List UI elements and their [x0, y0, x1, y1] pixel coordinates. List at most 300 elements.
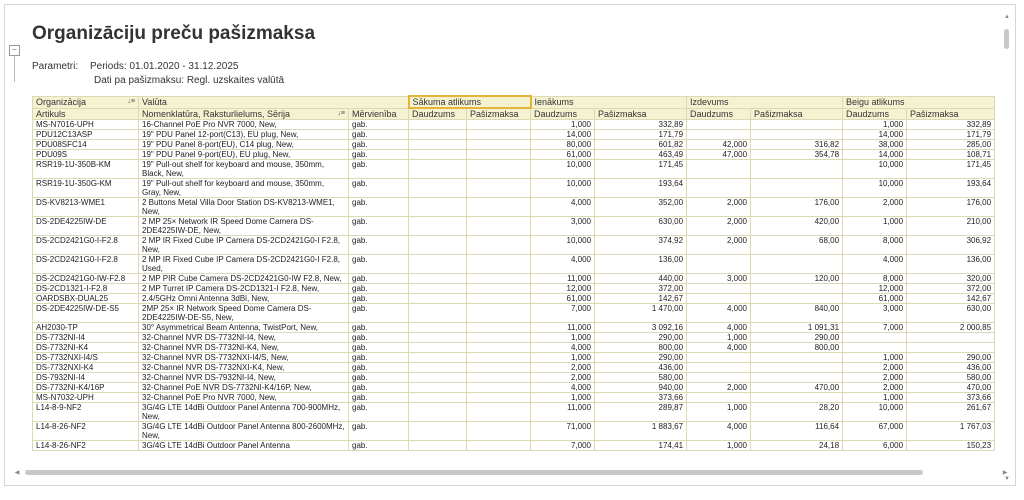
cell-receipts-cost: 193,64: [595, 179, 687, 198]
cell-receipts-cost: 1 470,00: [595, 304, 687, 323]
table-row[interactable]: [33, 363, 995, 373]
cell-closing-quantity: 14,000: [843, 130, 907, 140]
cell-expense-quantity: 3,000: [687, 274, 751, 284]
cell-opening-cost: [467, 120, 531, 130]
cell-nomenclature: 3G/4G LTE 14dBi Outdoor Panel Antenna 800-2600MHz, New,: [139, 422, 349, 441]
cell-closing-cost: 320,00: [907, 274, 995, 284]
cell-article: DS-2CD2421G0-I-F2.8: [33, 255, 139, 274]
cell-closing-quantity: 67,000: [843, 422, 907, 441]
cell-nomenclature: 30° Asymmetrical Beam Antenna, TwistPort, New,: [139, 323, 349, 333]
cell-closing-quantity: 1,000: [843, 393, 907, 403]
cell-opening-cost: [467, 323, 531, 333]
cell-receipts-quantity: 1,000: [531, 333, 595, 343]
cell-article: MS-N7032-UPH: [33, 393, 139, 403]
cell-unit: gab.: [349, 179, 409, 198]
cell-expense-quantity: 2,000: [687, 383, 751, 393]
cell-expense-cost: 470,00: [751, 383, 843, 393]
cell-expense-quantity: [687, 179, 751, 198]
cell-receipts-cost: 142,67: [595, 294, 687, 304]
table-row[interactable]: [33, 284, 995, 294]
cell-opening-cost: [467, 160, 531, 179]
cell-nomenclature: 19" PDU Panel 12-port(C13), EU plug, New,: [139, 130, 349, 140]
cell-opening-quantity: [409, 179, 467, 198]
header-opening-quantity[interactable]: Daudzums: [409, 108, 467, 120]
cell-closing-quantity: 2,000: [843, 363, 907, 373]
cell-article: DS-7732NI-K4: [33, 343, 139, 353]
cell-receipts-quantity: 10,000: [531, 236, 595, 255]
scroll-left-icon[interactable]: ◀: [14, 470, 20, 476]
report-table: [32, 95, 995, 451]
cell-unit: gab.: [349, 217, 409, 236]
cell-receipts-quantity: 61,000: [531, 150, 595, 160]
table-row[interactable]: [33, 236, 995, 255]
cell-nomenclature: 2 Buttons Metal Villa Door Station DS-KV8213-WME1, New,: [139, 198, 349, 217]
cell-expense-cost: [751, 373, 843, 383]
cell-article: PDU12C13ASP: [33, 130, 139, 140]
cell-opening-cost: [467, 422, 531, 441]
cell-nomenclature: 2 MP PIR Cube Camera DS-2CD2421G0-IW F2.8, New,: [139, 274, 349, 284]
cell-expense-cost: 840,00: [751, 304, 843, 323]
header-row-2: [33, 108, 995, 120]
cell-receipts-quantity: 61,000: [531, 294, 595, 304]
cell-article: RSR19-1U-350B-KM: [33, 160, 139, 179]
cell-opening-quantity: [409, 403, 467, 422]
cell-article: MS-N7016-UPH: [33, 120, 139, 130]
table-row[interactable]: [33, 255, 995, 274]
cell-opening-cost: [467, 343, 531, 353]
horizontal-scroll-thumb[interactable]: [25, 470, 923, 475]
cell-expense-cost: 24,18: [751, 441, 843, 451]
cell-closing-quantity: 10,000: [843, 403, 907, 422]
cell-unit: gab.: [349, 284, 409, 294]
cell-unit: gab.: [349, 140, 409, 150]
cell-opening-cost: [467, 373, 531, 383]
cell-expense-quantity: 2,000: [687, 198, 751, 217]
table-row[interactable]: [33, 160, 995, 179]
cell-article: DS-KV8213-WME1: [33, 198, 139, 217]
cell-expense-quantity: 47,000: [687, 150, 751, 160]
cell-closing-cost: 261,67: [907, 403, 995, 422]
cell-closing-quantity: 3,000: [843, 304, 907, 323]
cell-nomenclature: 19" PDU Panel 9-port(EU), EU plug, New,: [139, 150, 349, 160]
cell-unit: gab.: [349, 343, 409, 353]
cell-closing-quantity: [843, 343, 907, 353]
cell-unit: gab.: [349, 333, 409, 343]
cell-receipts-cost: 290,00: [595, 353, 687, 363]
cell-receipts-quantity: 80,000: [531, 140, 595, 150]
cell-receipts-cost: 171,45: [595, 160, 687, 179]
cost-data-text: Dati pa pašizmaksu: Regl. uzskaites valūtā: [94, 75, 285, 86]
table-row[interactable]: [33, 198, 995, 217]
header-expense-cost[interactable]: Pašizmaksa: [751, 108, 843, 120]
cell-opening-quantity: [409, 255, 467, 274]
table-row[interactable]: [33, 353, 995, 363]
report-parameters: [32, 60, 284, 88]
header-organization[interactable]: Organizācija ↓≡: [33, 96, 139, 108]
cell-closing-cost: 630,00: [907, 304, 995, 323]
cell-unit: gab.: [349, 373, 409, 383]
cell-closing-quantity: 14,000: [843, 150, 907, 160]
cell-receipts-quantity: 4,000: [531, 198, 595, 217]
cell-opening-cost: [467, 236, 531, 255]
cell-nomenclature: 32-Channel PoE Pro NVR 7000, New,: [139, 393, 349, 403]
cell-opening-quantity: [409, 198, 467, 217]
header-unit[interactable]: Mērvienība: [349, 108, 409, 120]
cell-closing-quantity: 2,000: [843, 383, 907, 393]
cell-closing-cost: 136,00: [907, 255, 995, 274]
header-closing-cost[interactable]: Pašizmaksa: [907, 108, 995, 120]
collapse-toggle[interactable]: −: [9, 45, 20, 56]
cell-receipts-quantity: 10,000: [531, 179, 595, 198]
cell-article: DS-7732NXI-K4: [33, 363, 139, 373]
cell-receipts-quantity: 3,000: [531, 217, 595, 236]
cell-nomenclature: 2 MP IR Fixed Cube IP Camera DS-2CD2421G0-I F2.8, Used,: [139, 255, 349, 274]
cell-closing-cost: 193,64: [907, 179, 995, 198]
cell-expense-quantity: [687, 120, 751, 130]
cell-article: DS-2DE4225IW-DE: [33, 217, 139, 236]
cell-opening-quantity: [409, 333, 467, 343]
cell-receipts-cost: 290,00: [595, 333, 687, 343]
cell-unit: gab.: [349, 160, 409, 179]
cell-unit: gab.: [349, 441, 409, 451]
cell-opening-cost: [467, 140, 531, 150]
table-row[interactable]: [33, 150, 995, 160]
cell-unit: gab.: [349, 403, 409, 422]
cell-closing-quantity: 2,000: [843, 198, 907, 217]
report-body: [33, 120, 995, 451]
period-text: Periods: 01.01.2020 - 31.12.2025: [90, 61, 239, 72]
cell-closing-cost: 142,67: [907, 294, 995, 304]
cell-closing-cost: 332,89: [907, 120, 995, 130]
cell-receipts-cost: 1 883,67: [595, 422, 687, 441]
header-receipts[interactable]: Ienākums: [531, 96, 687, 108]
cell-opening-cost: [467, 353, 531, 363]
cell-unit: gab.: [349, 198, 409, 217]
cell-opening-cost: [467, 333, 531, 343]
cell-opening-quantity: [409, 393, 467, 403]
cell-unit: gab.: [349, 422, 409, 441]
cell-opening-quantity: [409, 383, 467, 393]
header-opening-cost[interactable]: Pašizmaksa: [467, 108, 531, 120]
header-closing-balance[interactable]: Beigu atlikums: [843, 96, 995, 108]
cell-receipts-quantity: 11,000: [531, 323, 595, 333]
cell-closing-cost: 171,45: [907, 160, 995, 179]
cell-receipts-cost: 440,00: [595, 274, 687, 284]
cell-article: PDU08SFC14: [33, 140, 139, 150]
cell-unit: gab.: [349, 274, 409, 284]
cell-receipts-quantity: 11,000: [531, 403, 595, 422]
cell-opening-cost: [467, 198, 531, 217]
cell-closing-quantity: 1,000: [843, 353, 907, 363]
cell-closing-cost: 210,00: [907, 217, 995, 236]
cell-closing-quantity: 38,000: [843, 140, 907, 150]
cell-closing-cost: 285,00: [907, 140, 995, 150]
sort-icon: ↓≡: [127, 98, 135, 105]
cell-receipts-cost: 332,89: [595, 120, 687, 130]
cell-opening-cost: [467, 403, 531, 422]
cell-nomenclature: 2 MP IR Fixed Cube IP Camera DS-2CD2421G0-I F2.8, New,: [139, 236, 349, 255]
cell-expense-cost: 354,78: [751, 150, 843, 160]
cell-receipts-cost: 136,00: [595, 255, 687, 274]
header-opening-balance[interactable]: Sākuma atlikums: [409, 96, 531, 108]
cell-closing-quantity: 61,000: [843, 294, 907, 304]
cell-expense-quantity: [687, 294, 751, 304]
cell-opening-cost: [467, 179, 531, 198]
cell-article: DS-2DE4225IW-DE-S5: [33, 304, 139, 323]
cell-nomenclature: 19" Pull-out shelf for keyboard and mouse, 350mm, Black, New,: [139, 160, 349, 179]
cell-article: DS-7932NI-I4: [33, 373, 139, 383]
cell-closing-cost: 373,66: [907, 393, 995, 403]
vertical-scrollbar[interactable]: [1003, 13, 1011, 483]
cell-article: DS-7732NI-I4: [33, 333, 139, 343]
header-expense[interactable]: Izdevums: [687, 96, 843, 108]
cell-unit: gab.: [349, 383, 409, 393]
cell-expense-cost: 800,00: [751, 343, 843, 353]
cell-opening-quantity: [409, 373, 467, 383]
cell-closing-cost: 290,00: [907, 353, 995, 363]
cell-closing-cost: 150,23: [907, 441, 995, 451]
sort-icon: ↓≡: [337, 109, 345, 117]
table-row[interactable]: [33, 120, 995, 130]
cell-expense-quantity: [687, 353, 751, 363]
header-nomenclature[interactable]: Nomenklatūra, Raksturlielums, Sērija ↓≡: [139, 108, 349, 120]
cell-nomenclature: 32-Channel NVR DS-7732NI-K4, New,: [139, 343, 349, 353]
cell-closing-quantity: 12,000: [843, 284, 907, 294]
cell-closing-cost: 108,71: [907, 150, 995, 160]
cell-closing-quantity: 4,000: [843, 255, 907, 274]
cell-receipts-quantity: 7,000: [531, 304, 595, 323]
cell-article: L14-8-26-NF2: [33, 441, 139, 451]
cell-closing-quantity: 10,000: [843, 160, 907, 179]
cell-closing-cost: [907, 333, 995, 343]
cell-expense-cost: 68,00: [751, 236, 843, 255]
cell-expense-cost: 316,82: [751, 140, 843, 150]
cell-expense-quantity: 2,000: [687, 217, 751, 236]
cell-opening-quantity: [409, 441, 467, 451]
cell-opening-cost: [467, 441, 531, 451]
cell-expense-quantity: [687, 393, 751, 403]
scroll-down-icon[interactable]: ▼: [1004, 476, 1010, 482]
cell-receipts-cost: 940,00: [595, 383, 687, 393]
cell-expense-quantity: 4,000: [687, 304, 751, 323]
cell-closing-quantity: [843, 333, 907, 343]
cell-opening-quantity: [409, 120, 467, 130]
cell-nomenclature: 2 MP Turret IP Camera DS-2CD1321-I F2.8, New,: [139, 284, 349, 294]
cell-opening-cost: [467, 274, 531, 284]
cell-receipts-cost: 580,00: [595, 373, 687, 383]
cell-opening-quantity: [409, 353, 467, 363]
cell-receipts-cost: 601,82: [595, 140, 687, 150]
cell-opening-cost: [467, 284, 531, 294]
cell-closing-cost: 2 000,85: [907, 323, 995, 333]
cell-receipts-quantity: 1,000: [531, 120, 595, 130]
table-row[interactable]: [33, 323, 995, 333]
table-row[interactable]: [33, 441, 995, 451]
cell-article: DS-2CD2421G0-IW-F2.8: [33, 274, 139, 284]
cell-expense-cost: [751, 160, 843, 179]
cell-closing-quantity: 2,000: [843, 373, 907, 383]
cell-expense-quantity: [687, 363, 751, 373]
cell-expense-quantity: 1,000: [687, 403, 751, 422]
cell-nomenclature: 2.4/5GHz Omni Antenna 3dBi, New,: [139, 294, 349, 304]
cell-expense-cost: [751, 130, 843, 140]
cell-expense-quantity: 2,000: [687, 236, 751, 255]
cell-expense-quantity: [687, 130, 751, 140]
cell-nomenclature: 3G/4G LTE 14dBi Outdoor Panel Antenna: [139, 441, 349, 451]
table-row[interactable]: [33, 140, 995, 150]
cell-receipts-cost: 630,00: [595, 217, 687, 236]
table-row[interactable]: [33, 403, 995, 422]
horizontal-scrollbar[interactable]: [13, 469, 1009, 477]
cell-expense-cost: [751, 294, 843, 304]
cell-article: AH2030-TP: [33, 323, 139, 333]
cell-expense-cost: [751, 284, 843, 294]
header-closing-quantity[interactable]: Daudzums: [843, 108, 907, 120]
cell-opening-cost: [467, 383, 531, 393]
scroll-up-icon[interactable]: ▲: [1004, 14, 1010, 20]
cell-expense-quantity: 1,000: [687, 441, 751, 451]
cell-unit: gab.: [349, 120, 409, 130]
cell-receipts-quantity: 10,000: [531, 160, 595, 179]
table-row[interactable]: [33, 304, 995, 323]
cell-closing-cost: [907, 343, 995, 353]
cell-nomenclature: 32-Channel NVR DS-7732NI-I4, New,: [139, 333, 349, 343]
cell-nomenclature: 19" Pull-out shelf for keyboard and mouse, 350mm, Gray, New,: [139, 179, 349, 198]
cell-article: L14-8-26-NF2: [33, 422, 139, 441]
cell-receipts-cost: 171,79: [595, 130, 687, 140]
table-row[interactable]: [33, 393, 995, 403]
report-frame: [4, 4, 1016, 486]
collapse-line: [14, 56, 15, 82]
cell-expense-quantity: [687, 284, 751, 294]
vertical-scroll-thumb[interactable]: [1004, 29, 1009, 49]
report-title: Organizāciju preču pašizmaksa: [32, 23, 316, 44]
table-row[interactable]: [33, 274, 995, 284]
cell-closing-cost: 306,92: [907, 236, 995, 255]
cell-article: L14-8-9-NF2: [33, 403, 139, 422]
table-row[interactable]: [33, 383, 995, 393]
cell-opening-cost: [467, 393, 531, 403]
cell-closing-quantity: 1,000: [843, 217, 907, 236]
cell-opening-quantity: [409, 236, 467, 255]
cell-expense-quantity: 1,000: [687, 333, 751, 343]
header-receipts-quantity[interactable]: Daudzums: [531, 108, 595, 120]
cell-unit: gab.: [349, 236, 409, 255]
cell-nomenclature: 2MP 25× IR Network Speed Dome Camera DS-2DE4225IW-DE-S5, New,: [139, 304, 349, 323]
cell-opening-cost: [467, 130, 531, 140]
cell-receipts-quantity: 71,000: [531, 422, 595, 441]
cell-opening-cost: [467, 363, 531, 373]
cell-expense-cost: 420,00: [751, 217, 843, 236]
cell-expense-cost: [751, 393, 843, 403]
cell-expense-cost: 116,64: [751, 422, 843, 441]
cell-expense-cost: 176,00: [751, 198, 843, 217]
cell-receipts-cost: 463,49: [595, 150, 687, 160]
cell-receipts-quantity: 2,000: [531, 363, 595, 373]
cell-closing-cost: 372,00: [907, 284, 995, 294]
cell-expense-quantity: 4,000: [687, 422, 751, 441]
cell-closing-quantity: 6,000: [843, 441, 907, 451]
cell-expense-cost: 28,20: [751, 403, 843, 422]
table-row[interactable]: [33, 422, 995, 441]
cell-nomenclature: 32-Channel NVR DS-7732NXI-K4, New,: [139, 363, 349, 373]
cell-unit: gab.: [349, 255, 409, 274]
cell-opening-cost: [467, 217, 531, 236]
cell-expense-quantity: 4,000: [687, 323, 751, 333]
cell-receipts-quantity: 4,000: [531, 343, 595, 353]
cell-nomenclature: 19" PDU Panel 8-port(EU), C14 plug, New,: [139, 140, 349, 150]
scroll-right-icon[interactable]: ▶: [1002, 470, 1008, 476]
cell-unit: gab.: [349, 353, 409, 363]
cell-expense-cost: 290,00: [751, 333, 843, 343]
cell-opening-quantity: [409, 422, 467, 441]
cell-unit: gab.: [349, 150, 409, 160]
cell-closing-quantity: 1,000: [843, 120, 907, 130]
cell-expense-cost: [751, 353, 843, 363]
cell-expense-cost: [751, 179, 843, 198]
cell-unit: gab.: [349, 393, 409, 403]
cell-closing-quantity: 10,000: [843, 179, 907, 198]
cell-receipts-cost: 352,00: [595, 198, 687, 217]
cell-receipts-cost: 373,66: [595, 393, 687, 403]
cell-nomenclature: 32-Channel PoE NVR DS-7732NI-K4/16P, New,: [139, 383, 349, 393]
cell-opening-quantity: [409, 284, 467, 294]
cell-closing-cost: 436,00: [907, 363, 995, 373]
cell-article: DS-7732NI-K4/16P: [33, 383, 139, 393]
cell-nomenclature: 32-Channel NVR DS-7732NXI-I4/S, New,: [139, 353, 349, 363]
cell-receipts-quantity: 14,000: [531, 130, 595, 140]
cell-receipts-cost: 372,00: [595, 284, 687, 294]
cell-receipts-quantity: 1,000: [531, 393, 595, 403]
table-row[interactable]: [33, 179, 995, 198]
cell-expense-cost: [751, 363, 843, 373]
cell-article: DS-7732NXI-I4/S: [33, 353, 139, 363]
table-row[interactable]: [33, 294, 995, 304]
cell-expense-cost: [751, 120, 843, 130]
cell-expense-quantity: [687, 255, 751, 274]
table-row[interactable]: [33, 343, 995, 353]
cell-closing-cost: 1 767,03: [907, 422, 995, 441]
header-currency[interactable]: Valūta: [139, 96, 409, 108]
cell-receipts-quantity: 12,000: [531, 284, 595, 294]
parameters-label: Parametri:: [32, 61, 79, 72]
cell-unit: gab.: [349, 363, 409, 373]
cell-receipts-cost: 174,41: [595, 441, 687, 451]
cell-closing-cost: 580,00: [907, 373, 995, 383]
cell-article: OARDSBX-DUAL25: [33, 294, 139, 304]
cell-nomenclature: 32-Channel NVR DS-7932NI-I4, New,: [139, 373, 349, 383]
cell-unit: gab.: [349, 304, 409, 323]
header-article[interactable]: Artikuls: [33, 108, 139, 120]
cell-receipts-cost: 289,87: [595, 403, 687, 422]
table-row[interactable]: [33, 373, 995, 383]
table-row[interactable]: [33, 217, 995, 236]
cell-expense-cost: 120,00: [751, 274, 843, 284]
cell-closing-quantity: 7,000: [843, 323, 907, 333]
cell-nomenclature: 2 MP 25× Network IR Speed Dome Camera DS-2DE4225IW-DE, New,: [139, 217, 349, 236]
cell-closing-cost: 171,79: [907, 130, 995, 140]
table-row[interactable]: [33, 130, 995, 140]
cell-closing-cost: 176,00: [907, 198, 995, 217]
cell-opening-quantity: [409, 140, 467, 150]
table-row[interactable]: [33, 333, 995, 343]
header-expense-quantity[interactable]: Daudzums: [687, 108, 751, 120]
cell-unit: gab.: [349, 323, 409, 333]
cell-opening-quantity: [409, 217, 467, 236]
cell-receipts-quantity: 4,000: [531, 255, 595, 274]
cell-opening-cost: [467, 150, 531, 160]
header-receipts-cost[interactable]: Pašizmaksa: [595, 108, 687, 120]
